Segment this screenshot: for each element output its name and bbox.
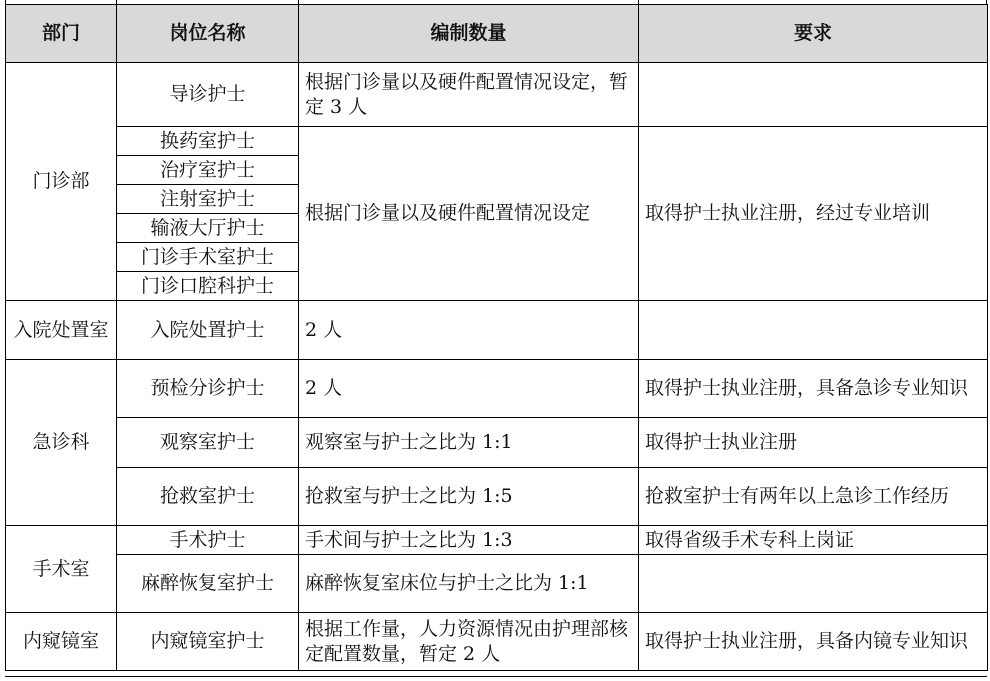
position-cell: 预检分诊护士 — [117, 360, 299, 418]
requirement-cell — [639, 555, 988, 613]
position-cell: 抢救室护士 — [117, 468, 299, 526]
table-row — [6, 555, 988, 613]
table-bottom-edge — [5, 676, 987, 681]
position-cell: 麻醉恢复室护士 — [117, 555, 299, 613]
dept-cell-operating: 手术室 — [6, 526, 117, 613]
staffing-cell: 抢救室与护士之比为 1:5 — [299, 468, 639, 526]
dept-cell-admission: 入院处置室 — [6, 301, 117, 360]
table-row — [6, 360, 988, 418]
requirement-cell: 取得护士执业注册 — [639, 418, 988, 468]
table-row — [6, 127, 988, 156]
requirement-cell: 取得护士执业注册，具备内镜专业知识 — [639, 613, 988, 671]
table-row — [6, 613, 988, 671]
header-dept: 部门 — [6, 5, 117, 63]
staffing-cell: 手术间与护士之比为 1:3 — [299, 526, 639, 555]
dept-cell-endoscopy: 内窥镜室 — [6, 613, 117, 671]
position-cell: 观察室护士 — [117, 418, 299, 468]
position-cell: 注射室护士 — [117, 185, 299, 214]
requirement-cell: 取得护士执业注册，经过专业培训 — [639, 127, 988, 301]
dept-cell-emergency: 急诊科 — [6, 360, 117, 526]
table-row — [6, 418, 988, 468]
header-staffing: 编制数量 — [299, 5, 639, 63]
staffing-cell: 麻醉恢复室床位与护士之比为 1:1 — [299, 555, 639, 613]
position-cell: 内窥镜室护士 — [117, 613, 299, 671]
staffing-cell: 2 人 — [299, 301, 639, 360]
staffing-cell: 观察室与护士之比为 1:1 — [299, 418, 639, 468]
table-header-row — [6, 5, 988, 63]
position-cell: 换药室护士 — [117, 127, 299, 156]
nurse-staffing-table — [5, 4, 988, 671]
table-row — [6, 301, 988, 360]
table-row — [6, 468, 988, 526]
staffing-cell: 2 人 — [299, 360, 639, 418]
position-cell: 门诊口腔科护士 — [117, 272, 299, 301]
table-row — [6, 526, 988, 555]
staffing-cell: 根据工作量，人力资源情况由护理部核定配置数量，暂定 2 人 — [299, 613, 639, 671]
table-row — [6, 63, 988, 127]
staffing-cell: 根据门诊量以及硬件配置情况设定，暂定 3 人 — [299, 63, 639, 127]
position-cell: 导诊护士 — [117, 63, 299, 127]
header-position: 岗位名称 — [117, 5, 299, 63]
position-cell: 输液大厅护士 — [117, 214, 299, 243]
requirement-cell — [639, 63, 988, 127]
position-cell: 手术护士 — [117, 526, 299, 555]
position-cell: 入院处置护士 — [117, 301, 299, 360]
staffing-cell: 根据门诊量以及硬件配置情况设定 — [299, 127, 639, 301]
dept-cell-outpatient: 门诊部 — [6, 63, 117, 301]
requirement-cell: 取得护士执业注册，具备急诊专业知识 — [639, 360, 988, 418]
position-cell: 门诊手术室护士 — [117, 243, 299, 272]
requirement-cell: 抢救室护士有两年以上急诊工作经历 — [639, 468, 988, 526]
position-cell: 治疗室护士 — [117, 156, 299, 185]
header-requirement: 要求 — [639, 5, 988, 63]
requirement-cell — [639, 301, 988, 360]
requirement-cell: 取得省级手术专科上岗证 — [639, 526, 988, 555]
